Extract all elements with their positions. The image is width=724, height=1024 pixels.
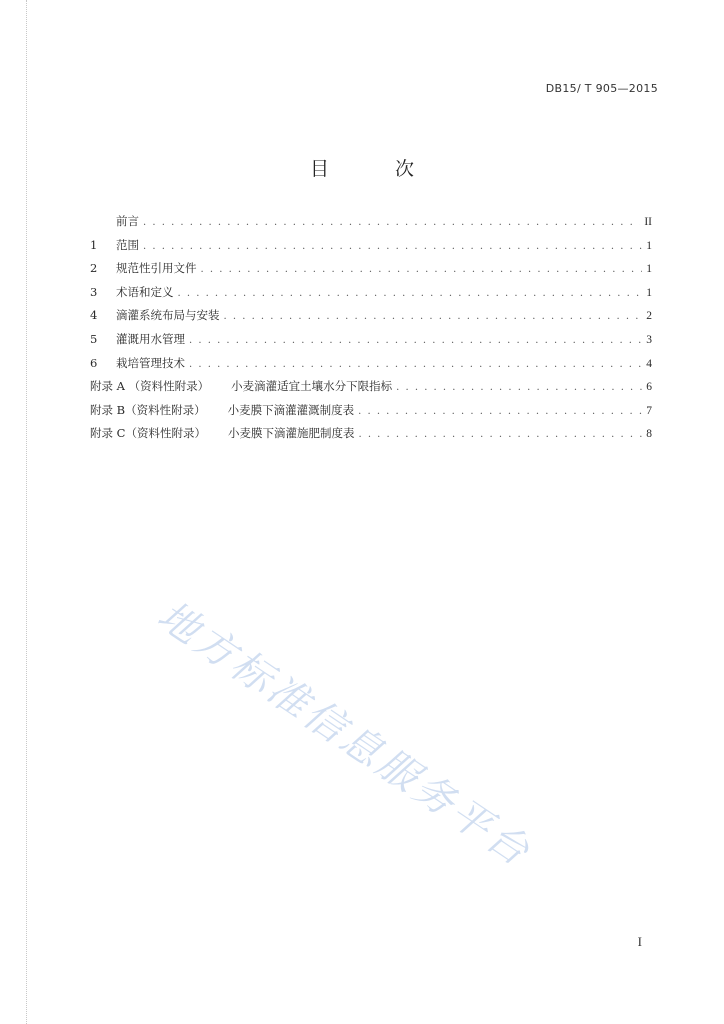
toc-entry-number: 1	[90, 237, 98, 252]
toc-appendix-title: 小麦滴灌适宜土壤水分下限指标	[231, 379, 393, 394]
toc-entry[interactable]	[90, 260, 652, 284]
toc-leader	[189, 335, 642, 346]
toc-entry-number: 3	[90, 284, 98, 299]
toc-leader	[143, 241, 642, 252]
toc-entry-number: 2	[90, 261, 98, 276]
toc-entry-label: 术语和定义	[116, 284, 174, 299]
toc-entry-appendix[interactable]	[90, 402, 652, 426]
toc-entry-page: II	[644, 216, 652, 228]
toc-entry[interactable]	[90, 307, 652, 331]
table-of-contents	[90, 213, 652, 449]
toc-entry-label: 前言	[116, 214, 139, 228]
toc-entry-appendix[interactable]	[90, 425, 652, 449]
toc-entry-page: 6	[646, 381, 652, 394]
toc-entry[interactable]	[90, 237, 652, 261]
toc-entry-label: 范围	[116, 237, 139, 252]
toc-entry-page: 2	[646, 310, 652, 323]
toc-entry-page: 4	[646, 357, 652, 370]
standard-code: DB15/ T 905—2015	[545, 82, 658, 95]
toc-entry-page: 1	[646, 286, 652, 299]
toc-entry[interactable]	[90, 213, 652, 237]
toc-appendix-label: 附录 A （资料性附录）	[90, 379, 210, 394]
page-title: 目 次	[309, 158, 445, 180]
toc-entry-number: 5	[90, 331, 98, 346]
toc-leader	[358, 406, 642, 417]
toc-entry-page: 1	[646, 239, 652, 252]
toc-entry-page: 7	[646, 404, 652, 417]
toc-entry-page: 3	[646, 333, 652, 346]
toc-leader	[224, 311, 643, 322]
toc-entry-page: 1	[646, 263, 652, 276]
toc-entry-number: 6	[90, 355, 98, 370]
toc-entry-appendix[interactable]	[90, 378, 652, 402]
toc-leader	[189, 359, 642, 370]
toc-leader	[178, 288, 643, 299]
watermark-text: 地方标准信息服务平台	[149, 592, 540, 877]
toc-entry[interactable]	[90, 355, 652, 379]
toc-entry[interactable]	[90, 331, 652, 355]
toc-entry-label: 灌溉用水管理	[116, 331, 185, 346]
toc-entry-label: 栽培管理技术	[116, 355, 185, 370]
toc-leader	[201, 264, 643, 275]
toc-entry-label: 规范性引用文件	[116, 261, 197, 276]
page-number: I	[637, 934, 642, 949]
toc-entry-label: 滴灌系统布局与安装	[116, 308, 220, 323]
toc-appendix-label: 附录 C（资料性附录）	[90, 426, 206, 441]
toc-appendix-title: 小麦膜下滴灌施肥制度表	[227, 426, 355, 441]
toc-leader	[143, 217, 640, 228]
toc-entry-number: 4	[90, 308, 98, 323]
toc-leader	[396, 382, 642, 393]
toc-appendix-title: 小麦膜下滴灌灌溉制度表	[227, 402, 355, 417]
toc-leader	[358, 429, 642, 440]
toc-entry-page: 8	[646, 428, 652, 441]
toc-appendix-label: 附录 B（资料性附录）	[90, 402, 206, 417]
toc-entry[interactable]	[90, 284, 652, 308]
